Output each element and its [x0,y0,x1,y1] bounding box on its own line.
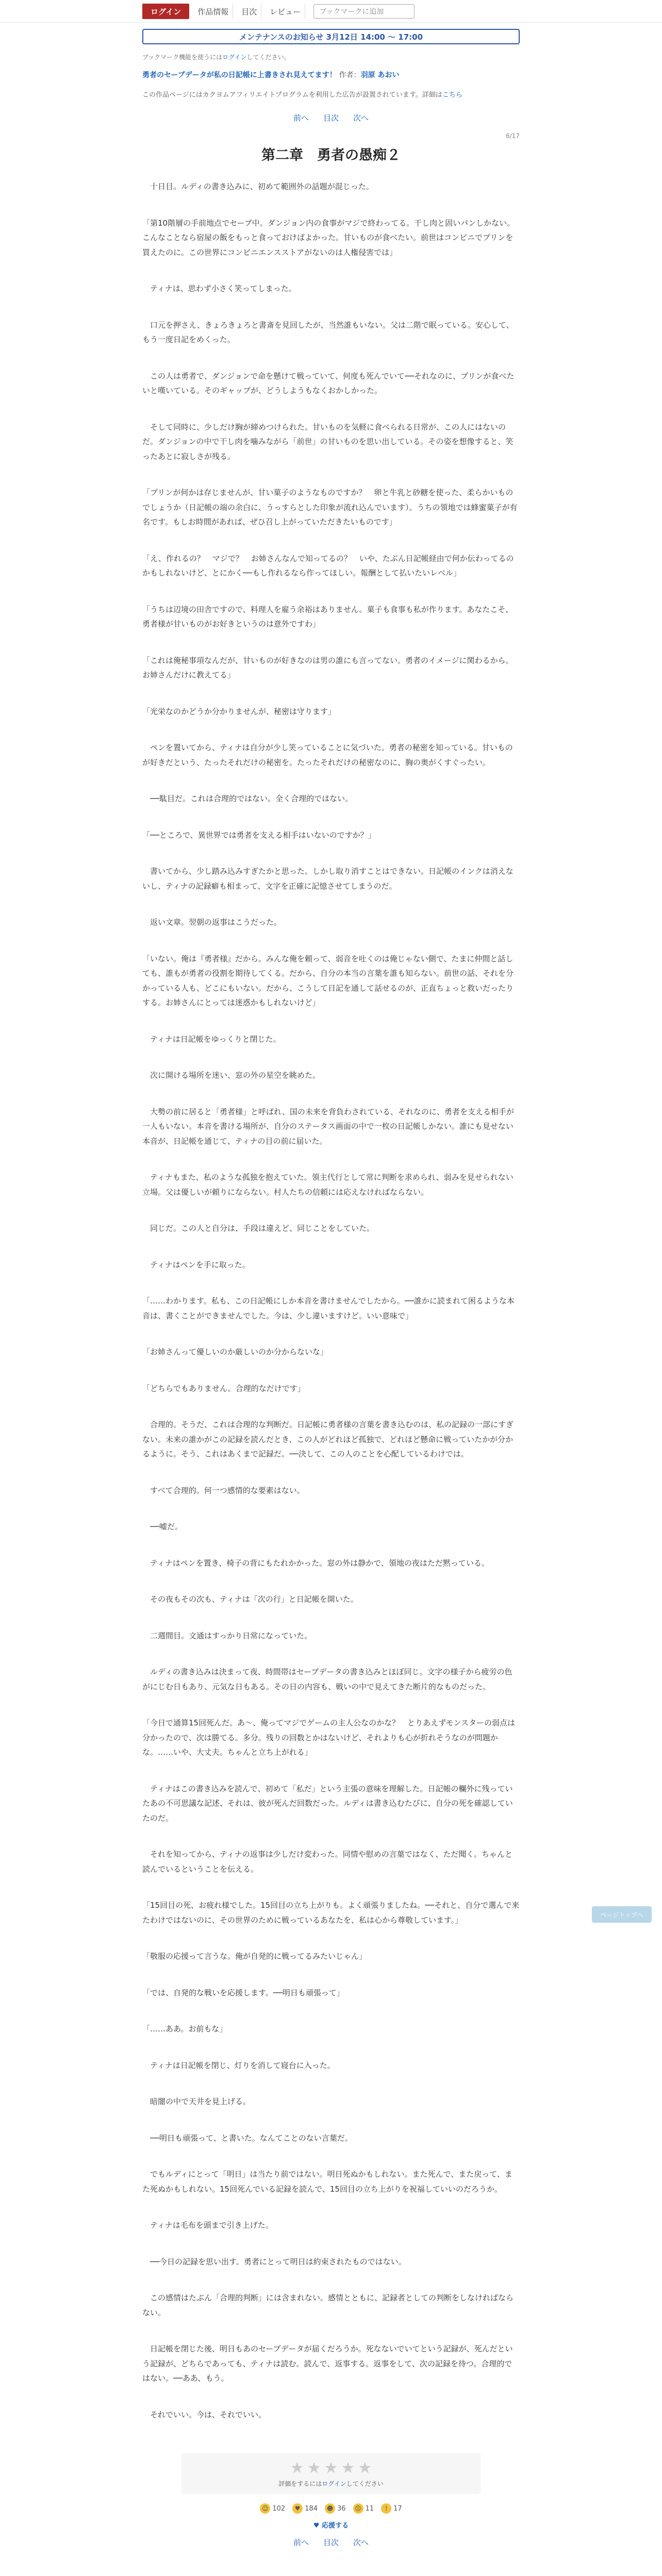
story-paragraph: ──嘘だ。 [142,1522,183,1532]
toc-link[interactable]: 目次 [323,2538,339,2548]
story-paragraph: 「──ところで、異世界では勇者を支える相手はいないのですか？」 [142,830,376,840]
story-paragraph: 次に開ける場所を迷い、窓の外の星空を眺めた。 [142,1071,321,1080]
story-paragraph: 日記帳を閉じた後、明日もあのセーブデータが届くだろうか。死なないでいてという記録が、死んだという記録が、どちらであっても、ティナは読む。読んで、返事する。返事をして、次の記録を待つ。合理的ではない。──ああ、もう。 [142,2344,513,2383]
story-paragraph: ──駄目だ。これは合理的ではない。全く合理的ではない。 [142,794,353,804]
story-paragraph: ティナは日記帳をゆっくりと閉じた。 [142,1034,281,1044]
page-top-button[interactable]: ページトップへ [592,1906,652,1923]
story-paragraph: その夜もその次も、ティナは「次の行」と日記帳を開いた。 [142,1595,358,1604]
episode-page-number: 6/17 [506,132,520,140]
top-navigation-bar [0,0,662,23]
surprise-icon: ! [381,2503,391,2514]
cry-icon: ☹ [353,2503,363,2514]
story-paragraph: 「お姉さんって優しいのか厳しいのか分からないな」 [142,1347,328,1357]
story-paragraph: ペンを置いてから、ティナは自分が少し笑っていることに気づいた。勇者の秘密を知っている。甘いものが好きだという、たったそれだけの秘密を。たったそれだけの秘密なのに、胸の奥がくすぐったい。 [142,743,513,767]
login-button[interactable]: ログイン [142,4,189,19]
series-title-link[interactable]: 勇者のセーブデータが私の日記帳に上書きされ見えてます！ [142,71,337,79]
star-rating[interactable] [290,2459,372,2477]
story-paragraph: 「プリンが何かは存じませんが、甘い菓子のようなものですか？ 卵と牛乳と砂糖を使った、柔らかいものでしょうか（日記帳の端の余白に、うっすらとした印象が流れ込んでいます）。うちの領地では蜂蜜菓子が有名です。もしお時間があれば、ぜひ召し上がっていただきたいものです」 [142,488,518,527]
story-paragraph: 口元を押さえ、きょろきょろと書斎を見回したが、当然誰もいない。父は二階で眠っている。安心して、もう一度日記をめくった。 [142,320,514,345]
rating-login-link[interactable]: ログイン [322,2480,346,2488]
story-paragraph: それでいい。今は、それでいい。 [142,2410,267,2419]
story-paragraph: 「第10階層の手前地点でセーブ中。ダンジョン内の食事がマジで終わってる。干し肉と固いパンしかない。こんなことなら宿屋の飯をもっと食っておけばよかった。甘いものが食べたい。前世はコンビニでプリンを買えたのに。この世界にコンビニエンスストアがないのは人権侵害では」 [142,218,515,257]
story-paragraph: ティナはこの書き込みを読んで、初めて「私だ」という主張の意味を理解した。日記帳の欄外に残っていたあの不可思議な記述、それは、彼が死んだ回数だった。ルディは書き込むたびに、自分の死を確認していたのだ。 [142,1784,513,1823]
story-body [142,179,520,2422]
rating-box [181,2453,481,2494]
hint-text-before: ブックマーク機能を使うには [142,54,223,61]
laugh-icon: ☻ [325,2503,335,2514]
star-icon[interactable]: ★ [290,2459,304,2478]
story-paragraph: 合理的。そうだ、これは合理的な判断だ。日記帳に勇者様の言葉を書き込むのは、私の記録の一部にすぎない。未来の誰かがこの記録を読んだとき、この人がどれほど孤独で、どれほど懸命に戦っていたかが分かるように。そう、これはあくまで記録だ。──決して、この人のことを心配しているわけでは。 [142,1420,514,1459]
story-paragraph: 「え、作れるの？ マジで？ お姉さんなんで知ってるの？ いや、たぶん日記帳経由で何か伝わってるのかもしれないけど、とにかく──もし作れるなら作ってほしい。報酬として払いたいレベル」 [142,553,514,578]
prev-episode-link[interactable]: 前へ [293,2538,309,2548]
reaction-love[interactable] [292,2503,318,2514]
support-link[interactable]: ♥ 応援する [313,2522,349,2530]
story-paragraph: ──今日の記録を思い出す。勇者にとって明日は約束されたものではない。 [142,2257,406,2266]
story-paragraph: 「15回目の死、お疲れ様でした。15回目の立ち上がりも。よく頑張りましたね。──それと、自分で選んで来たわけではないのに、その世界のために戦っているあなたを、私は心から尊敬しています。」 [142,1901,520,1925]
smile-icon: ☺ [260,2503,270,2514]
story-paragraph: 「これは俺秘事項なんだが、甘いものが好きなのは男の誰にも言ってない。勇者のイメージに関わるから。お姉さんだけに教えてる」 [142,655,514,680]
story-paragraph: 大勢の前に居ると「勇者様」と呼ばれ、国の未来を背負わされている、それなのに、勇者を支える相手が一人もいない。本音を書ける場所が、自分のステータス画面の中で一枚の日記帳しかない。誰にも見せない本音が、日記帳を通じて、ティナの目の前に届いた。 [142,1107,514,1146]
reaction-smile[interactable] [260,2503,285,2514]
top-navigation [142,4,415,19]
story-paragraph: ティナはペンを置き、椅子の背にもたれかかった。窓の外は静かで、領地の夜はただ黙っている。 [142,1558,489,1568]
affiliate-notice [142,89,520,99]
story-paragraph: 十日目。ルディの書き込みに、初めて範囲外の話題が混じった。 [142,182,374,192]
story-paragraph: ──明日も頑張って、と書いた。なんてことのない言葉だ。 [142,2133,353,2143]
nav-reviews[interactable]: レビュー [266,4,305,19]
login-link[interactable]: ログイン [222,54,247,61]
maintenance-notice[interactable]: メンテナンスのお知らせ 3月12日 14:00 〜 17:00 [142,29,520,44]
series-info [142,70,520,81]
star-icon[interactable]: ★ [341,2459,355,2478]
story-paragraph: 返い文章。翌朝の返事はこうだった。 [142,918,282,927]
affiliate-details-link[interactable]: こちら [442,91,462,99]
prev-episode-link[interactable]: 前へ [293,113,309,123]
story-paragraph: ティナもまた、私のような孤独を抱えていた。領主代行として常に判断を求められ、弱みを見せられない立場。父は優しいが頼りにならない。村人たちの信頼には応えなければならない。 [142,1173,514,1197]
story-paragraph: すべて合理的。何一つ感情的な要素はない。 [142,1485,305,1495]
story-paragraph: ティナは日記帳を閉じ、灯りを消して寝台に入った。 [142,2060,335,2070]
reaction-count: 17 [393,2504,402,2513]
main-content [142,29,520,2548]
story-paragraph: ティナは、思わず小さく笑ってしまった。 [142,284,296,294]
reaction-surprise[interactable] [381,2503,402,2514]
nav-work-info[interactable]: 作品情報 [193,4,233,19]
story-paragraph: 「光栄なのかどうか分かりませんが、秘密は守ります」 [142,706,336,716]
affiliate-text: この作品ページにはカクヨムアフィリエイトプログラムを利用した広告が設置されています。詳細は [142,91,442,99]
next-episode-link[interactable]: 次へ [353,113,369,123]
hint-text-after: してください。 [246,54,290,61]
reaction-cry[interactable] [353,2503,374,2514]
story-paragraph: 書いてから、少し踏み込みすぎたかと思った。しかし取り消すことはできない。日記帳のインクは消えないし、ティナの記録癖も相まって、文字を正確に記憶させてしまうのだ。 [142,867,514,891]
star-icon[interactable]: ★ [358,2459,372,2478]
story-paragraph: 同じだ。この人と自分は、手段は違えど、同じことをしていた。 [142,1224,375,1233]
support-label: 応援する [322,2522,349,2530]
story-paragraph: 「敬服の応援って言うな。俺が自発的に戦ってるみたいじゃん」 [142,1952,367,1961]
reaction-count: 11 [365,2504,374,2513]
reaction-laugh[interactable] [325,2503,346,2514]
story-paragraph: でもルディにとって「明日」は当たり前ではない。明日死ぬかもしれない。また死んで、また戻って、また死ぬかもしれない。15回死んでいる記録を読んで、15回目の立ち上がりを祝福していいのだろうか。 [142,2170,512,2194]
star-icon[interactable]: ★ [324,2459,338,2478]
reaction-count: 102 [272,2504,286,2513]
story-paragraph: ティナはペンを手に取った。 [142,1260,250,1269]
toc-link[interactable]: 目次 [323,113,339,123]
story-paragraph: 二週間目。文通はすっかり日常になっていた。 [142,1631,312,1640]
story-paragraph: 「……わかります。私も、この日記帳にしか本音を書けませんでしたから。──誰かに読まれて困るような本音は、書くことができませんでした。今は、少し違いますけど。いい意味で」 [142,1296,515,1320]
story-paragraph: 「いない。俺は『勇者様』だから。みんな俺を頼って、弱音を吐くのは俺じゃない側で、たまに仲間と話しても、誰もが勇者の役割を期待してくる。だから、自分の本当の言葉を誰も知らない。前世の話、それを分かっている人も、どこにもいない。だから、こうして日記を通して話せるのが、正直ちょっと救いだったりする。お姉さんにとっては迷惑かもしれないけど」 [142,954,514,1008]
rating-hint-before: 評価をするには [278,2480,322,2488]
story-paragraph: 暗闇の中で天井を見上げる。 [142,2097,251,2107]
reaction-bar [142,2503,520,2514]
story-paragraph: そして同時に、少しだけ胸が締めつけられた。甘いものを気軽に食べられる日常が、この人にはないのだ。ダンジョンの中で干し肉を噛みながら「前世」の甘いものを思い出している。その姿を想像すると、笑ったあとに寂しさが残る。 [142,422,514,461]
story-paragraph: ルディの書き込みは決まって夜、時間帯はセーブデータの書き込みとほぼ同じ。文字の様子から疲労の色がにじむ日もあり、元気な日もある。その日の内容も、戦いの中で見えてきた断片的なものだった。 [142,1667,512,1691]
author-link[interactable]: 羽原 あおい [360,71,400,79]
reaction-count: 36 [337,2504,346,2513]
story-paragraph: 「では、自発的な戦いを応援します。──明日も頑張って」 [142,1988,344,1997]
love-icon: ♥ [292,2503,303,2514]
story-paragraph: ティナは毛布を頭まで引き上げた。 [142,2221,273,2230]
add-bookmark-button[interactable]: ブックマークに追加 [313,4,415,19]
rating-login-hint [278,2479,383,2488]
story-paragraph: 「……ああ。お前もな」 [142,2024,227,2034]
episode-pager-top [142,112,520,123]
bookmark-login-hint [142,53,520,61]
chapter-title: 第二章 勇者の愚痴２ [261,147,401,164]
story-paragraph: この人は勇者で、ダンジョンで命を懸けて戦っていて、何度も死んでいて──それなのに、プリンが食べたいと嘆いている。そのギャップが、どうしようもなくおかしかった。 [142,371,515,396]
story-paragraph: この感情はたぶん「合理的判断」には含まれない。感情とともに、記録者としての判断をしなければならない。 [142,2293,514,2317]
author-label: 作者： [339,71,361,79]
episode-pager-bottom [142,2537,520,2548]
rating-hint-after: してください [346,2480,384,2488]
star-icon[interactable]: ★ [307,2459,321,2478]
story-paragraph: それを知ってから、ティナの返事は少しだけ変わった。同情や慰めの言葉ではなく、ただ聞く。ちゃんと読んでいるということを伝える。 [142,1850,513,1874]
reaction-count: 184 [305,2504,318,2513]
story-paragraph: 「どちらでもありません。合理的なだけです」 [142,1383,305,1393]
story-paragraph: 「うちは辺境の田舎ですので、料理人を雇う余裕はありません。菓子も食事も私が作ります。あなたこそ、勇者様が甘いものがお好きというのは意外ですわ」 [142,604,514,629]
next-episode-link[interactable]: 次へ [353,2538,369,2548]
story-paragraph: 「今日で通算15回死んだ。あ〜、俺ってマジでゲームの主人公なのかな？ とりあえずモンスターの弱点は分かったので、次は勝てる。多分。残りの回数とかはないけど、それよりも心が折れそうなのが問題かな。……いや、大丈夫。ちゃんと立ち上がれる」 [142,1718,516,1757]
nav-table-of-contents[interactable]: 目次 [237,4,261,19]
